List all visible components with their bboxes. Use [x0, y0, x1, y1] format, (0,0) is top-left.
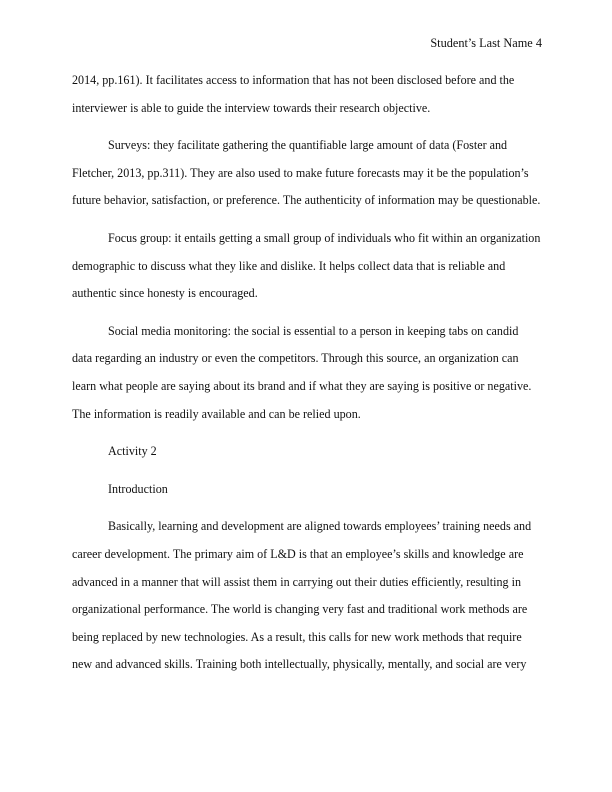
- text-line: advanced in a manner that will assist them in carrying out their duties efficiently, resulting in: [72, 574, 522, 589]
- heading-introduction: [72, 476, 542, 504]
- text-line: 2014, pp.161). It facilitates access to information that has not been disclosed before and the: [72, 73, 515, 87]
- text-line: Surveys: they facilitate gathering the quantifiable large amount of data (Foster and: [108, 138, 508, 153]
- text-line: Introduction: [108, 481, 168, 496]
- text-line: interviewer is able to guide the interview towards their research objective.: [72, 100, 431, 115]
- heading-activity-2: [72, 438, 542, 466]
- paragraph-focus-group: [72, 225, 542, 308]
- text-line: Fletcher, 2013, pp.311). They are also used to make future forecasts may it be the population’s: [72, 165, 529, 180]
- text-line: Activity 2: [108, 444, 157, 459]
- paragraph-interview-continuation: [72, 67, 542, 122]
- text-line: authentic since honesty is encouraged.: [72, 286, 258, 301]
- text-line: future behavior, satisfaction, or preference. The authenticity of information may be questionable.: [72, 193, 541, 208]
- paragraph-social-media: [72, 318, 542, 428]
- text-line: demographic to discuss what they like and dislike. It helps collect data that is reliable and: [72, 258, 506, 273]
- paragraph-learning-development: [72, 513, 542, 679]
- text-line: being replaced by new technologies. As a result, this calls for new work methods that require: [72, 629, 522, 644]
- document-body: [72, 67, 542, 689]
- text-line: Social media monitoring: the social is essential to a person in keeping tabs on candid: [108, 323, 519, 338]
- text-line: Focus group: it entails getting a small group of individuals who fit within an organization: [108, 230, 541, 245]
- text-line: The information is readily available and can be relied upon.: [72, 406, 361, 421]
- text-line: data regarding an industry or even the competitors. Through this source, an organization can: [72, 351, 519, 366]
- text-line: Basically, learning and development are aligned towards employees’ training needs and: [108, 519, 532, 534]
- text-line: organizational performance. The world is changing very fast and traditional work methods are: [72, 602, 528, 617]
- paragraph-surveys: [72, 132, 542, 215]
- text-line: career development. The primary aim of L&D is that an employee’s skills and knowledge are: [72, 546, 524, 561]
- running-head: Student’s Last Name 4: [430, 36, 542, 50]
- text-line: new and advanced skills. Training both intellectually, physically, mentally, and social are very: [72, 657, 527, 672]
- text-line: learn what people are saying about its brand and if what they are saying is positive or negative.: [72, 378, 532, 393]
